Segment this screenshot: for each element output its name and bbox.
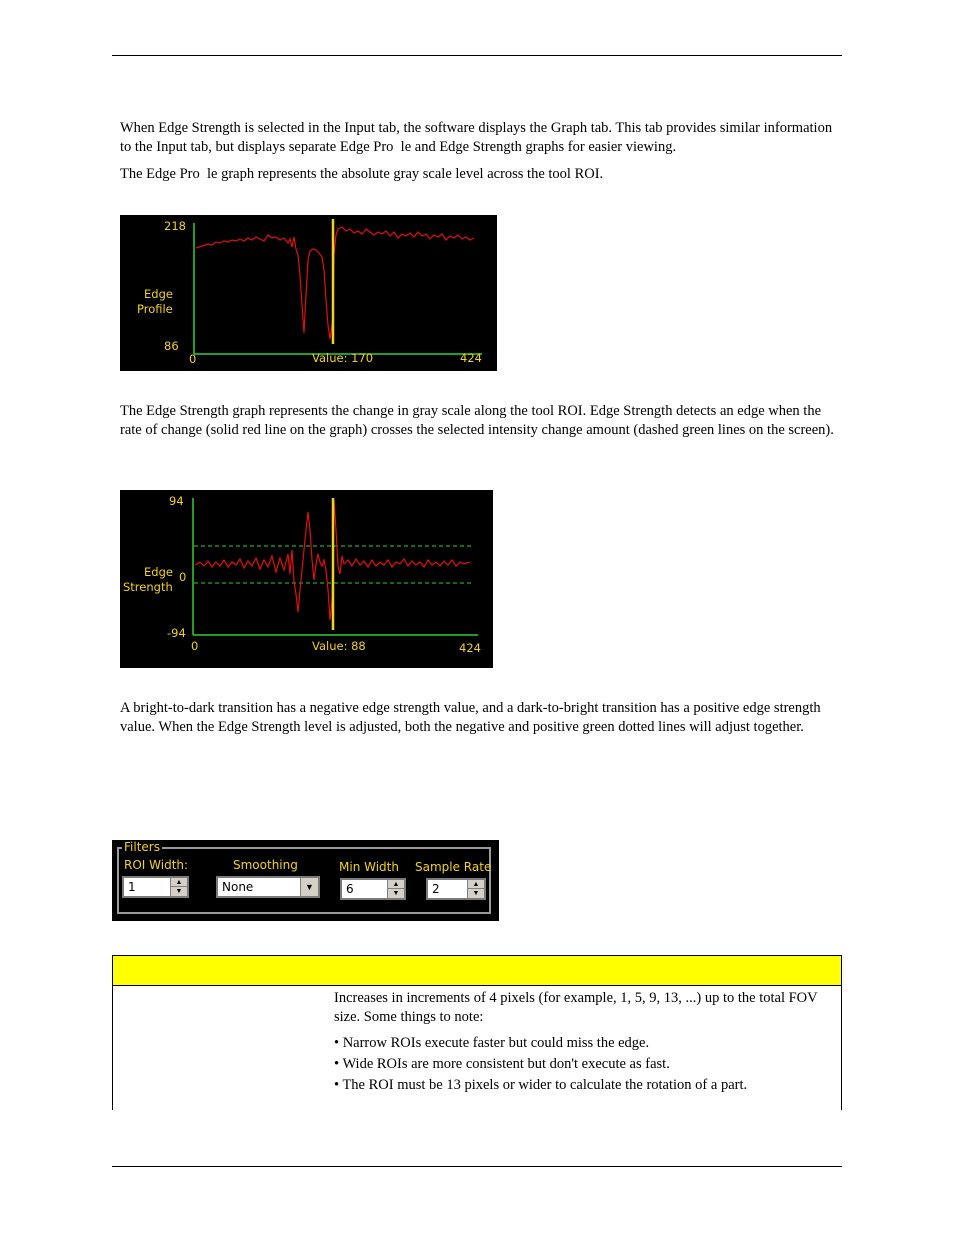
spin-up-icon[interactable]: ▲: [171, 878, 187, 887]
min-width-arrows[interactable]: [387, 880, 404, 898]
value-readout: Value: 88: [312, 639, 366, 653]
smoothing-label: Smoothing: [233, 858, 298, 872]
transition-paragraph: A bright-to-dark transition has a negative edge strength value, and a dark-to-bright transition has a positive edge strength value. When the Edge Strength level is adjusted, both the negative and positive green dotted lines will adjust together.: [120, 700, 821, 735]
list-item: • Narrow ROIs execute faster but could miss the edge.: [334, 1035, 650, 1051]
roi-width-value: 1: [128, 880, 136, 894]
y-mid-label: 0: [179, 570, 187, 584]
value-readout: Value: 170: [312, 351, 374, 365]
chevron-down-icon[interactable]: ▼: [300, 878, 318, 896]
spin-up-icon[interactable]: ▲: [468, 880, 484, 889]
edge-profile-graph: [120, 215, 497, 371]
header-rule: [112, 55, 842, 56]
table-header: [112, 955, 842, 986]
y-max-label: 218: [164, 219, 186, 233]
x-min-label: 0: [191, 639, 199, 653]
edge-strength-description: The Edge Strength graph represents the change in gray scale along the tool ROI. Edge Strength detects an edge when the rate of change (solid red line on the graph) crosses the selected intensity change amount (dashed green lines on the screen).: [120, 403, 834, 438]
sample-rate-value: 2: [432, 882, 440, 896]
min-width-label: Min Width: [339, 860, 399, 874]
roi-width-arrows[interactable]: [170, 878, 187, 896]
spin-down-icon[interactable]: ▼: [472, 889, 480, 897]
spin-up-icon[interactable]: ▲: [388, 880, 404, 889]
intro-paragraph: When Edge Strength is selected in the Input tab, the software displays the Graph tab. This tab provides similar information to the Input tab, but displays separate Edge Pro le and Edge Strength graphs for easier viewing.: [120, 120, 833, 155]
sample-rate-arrows[interactable]: [467, 880, 484, 898]
smoothing-value: None: [222, 880, 254, 894]
y-min-label: -94: [167, 626, 186, 640]
filters-title: Filters: [124, 840, 160, 854]
graph-label-line2: Profile: [137, 302, 173, 316]
roi-width-label: ROI Width:: [124, 858, 189, 872]
graph-label-line1: Edge: [144, 565, 173, 579]
sample-rate-spinner[interactable]: [426, 878, 486, 900]
y-min-label: 86: [164, 339, 179, 353]
min-width-value: 6: [346, 882, 354, 896]
sample-rate-label: Sample Rate: [415, 860, 492, 874]
x-max-label: 424: [459, 641, 481, 655]
filters-panel: [112, 840, 499, 921]
graph-label-line1: Edge: [144, 287, 173, 301]
spin-down-icon[interactable]: ▼: [175, 887, 183, 895]
edge-profile-description: The Edge Pro le graph represents the absolute gray scale level across the tool ROI.: [120, 166, 604, 182]
smoothing-dropdown[interactable]: [216, 876, 320, 898]
edge-profile-trace: [196, 227, 474, 339]
roi-width-description: Increases in increments of 4 pixels (for example, 1, 5, 9, 13, ...) up to the total FOV size. Some things to note:: [334, 990, 818, 1025]
list-item: • The ROI must be 13 pixels or wider to calculate the rotation of a part.: [334, 1077, 748, 1093]
x-max-label: 424: [460, 351, 482, 365]
y-max-label: 94: [169, 494, 184, 508]
filters-table: [112, 955, 842, 1110]
roi-width-spinner[interactable]: [122, 876, 189, 898]
x-min-label: 0: [189, 352, 197, 366]
table-row: [112, 986, 842, 1110]
list-item: • Wide ROIs are more consistent but don't execute as fast.: [334, 1056, 670, 1072]
footer-rule: [112, 1166, 842, 1167]
graph-label-line2: Strength: [123, 580, 173, 594]
edge-strength-graph: [120, 490, 493, 668]
min-width-spinner[interactable]: [340, 878, 406, 900]
spin-down-icon[interactable]: ▼: [392, 889, 400, 897]
